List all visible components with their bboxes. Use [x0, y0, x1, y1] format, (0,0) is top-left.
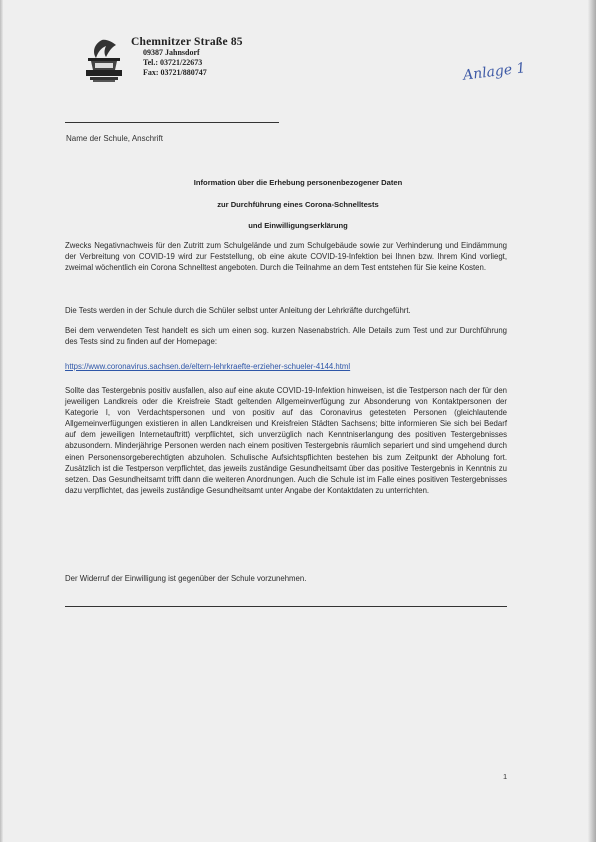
- footer-divider: [65, 606, 507, 607]
- letterhead-fax: Fax: 03721/880747: [143, 68, 207, 77]
- scan-shadow-left: [0, 0, 3, 842]
- heading-line-2: zur Durchführung eines Corona-Schnelltests: [217, 200, 379, 209]
- school-crest-icon: [82, 38, 126, 84]
- scan-shadow-right: [588, 0, 596, 842]
- school-name-line: [65, 122, 279, 123]
- page-number: 1: [503, 772, 508, 781]
- paragraph-revocation: Der Widerruf der Einwilligung ist gegenüber der Schule vorzunehmen.: [65, 574, 307, 583]
- letterhead-city: 09387 Jahnsdorf: [143, 48, 200, 57]
- paragraph-positive-result: Sollte das Testergebnis positiv ausfallen, also auf eine akute COVID-19-Infektion hinweisen, ist die Testperson nach der für den jeweiligen Landkreis oder die Kreisfreie Stadt geltenden Allgemeinverfügung zur Absonderung von Kontaktpersonen der Kategorie I, von Verdachtspersonen und von positiv auf das Coronavirus getesteten Personen (gleichlautende Allgemeinverfügungen existieren in allen Landkreisen und Kreisfreien Städten Sachsens; bitte informieren Sie sich bei Bedarf auf dem jeweiligen Internetauftritt) verpflichtet, sich unverzüglich nach Kenntniserlangung des positiven Testergebnisses abzusondern. Minderjährige Personen werden nach einem positiven Testergebnis räumlich separiert und sind umgehend durch einen Personensorgeberechtigten abzuholen. Schulische Aufsichtspflichten bestehen bis zum Zeitpunkt der Abholung fort. Zusätzlich ist die Testperson verpflichtet, das jeweils zuständige Gesundheitsamt über das positive Testergebnis in Kenntnis zu setzen. Das Gesundheitsamt trifft dann die weiteren Anordnungen. Auch die Schule ist im Falle eines positiven Testergebnisses dazu verpflichtet, das jeweils zuständige Gesundheitsamt unter Angabe der Kontaktdaten zu unterrichten.: [65, 386, 507, 495]
- paragraph-execution: Die Tests werden in der Schule durch die Schüler selbst unter Anleitung der Lehrkräfte durchgeführt.: [65, 306, 411, 315]
- letterhead-street: Chemnitzer Straße 85: [131, 36, 243, 48]
- school-label: Name der Schule, Anschrift: [66, 134, 163, 143]
- heading-line-3: und Einwilligungserklärung: [248, 221, 348, 230]
- heading-line-1: Information über die Erhebung personenbezogener Daten: [193, 178, 403, 187]
- letterhead: [131, 36, 291, 78]
- homepage-link[interactable]: https://www.coronavirus.sachsen.de/eltern-lehrkraefte-erzieher-schueler-4144.html: [65, 362, 351, 371]
- paragraph-intro: Zwecks Negativnachweis für den Zutritt zum Schulgelände und zum Schulgebäude sowie zur Verhinderung und Eindämmung der Verbreitung von COVID-19 wird zur Feststellung, ob eine akute COVID-19-Infektion bei Ihnen bzw. Ihrem Kind vorliegt, zweimal wöchentlich ein Corona Schnelltest angeboten. Durch die Teilnahme an dem Test entstehen für Sie keine Kosten.: [65, 241, 507, 273]
- handwritten-annotation: Anlage 1: [462, 60, 527, 84]
- paragraph-test-details: Bei dem verwendeten Test handelt es sich um einen sog. kurzen Nasenabstrich. Alle Details zum Test und zur Durchführung des Tests sind zu finden auf der Homepage:: [65, 326, 507, 347]
- letterhead-phone: Tel.: 03721/22673: [143, 58, 203, 67]
